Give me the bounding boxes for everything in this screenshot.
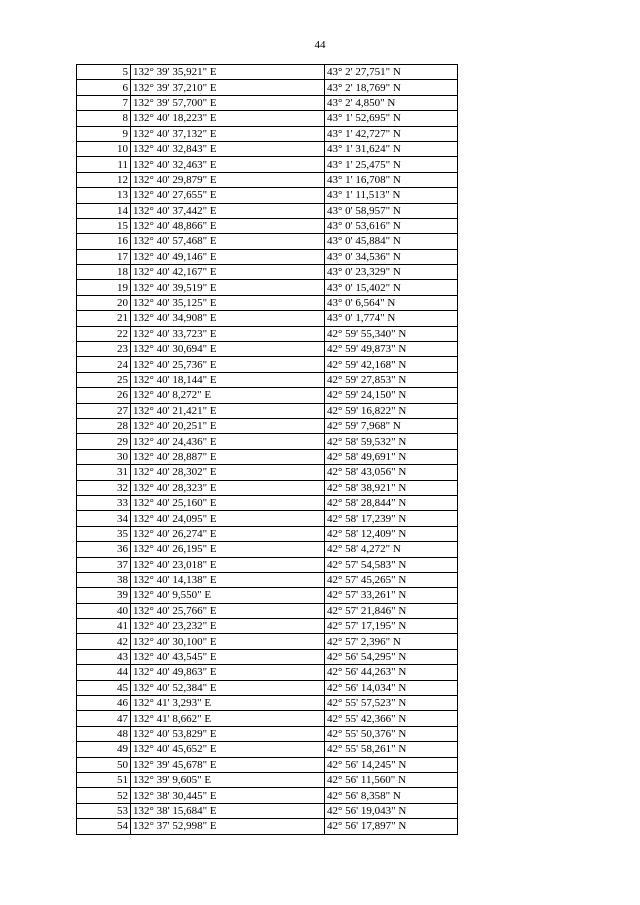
point-number-cell: 12: [77, 172, 131, 187]
point-number-cell: 50: [77, 757, 131, 772]
longitude-cell: 132° 41' 3,293" E: [131, 696, 325, 711]
table-row: [77, 203, 458, 218]
point-number-cell: 17: [77, 249, 131, 264]
table-row: [77, 819, 458, 834]
longitude-cell: 132° 40' 25,766" E: [131, 603, 325, 618]
latitude-cell: 42° 59' 24,150" N: [325, 388, 458, 403]
latitude-cell: 42° 58' 38,921" N: [325, 480, 458, 495]
table-row: [77, 403, 458, 418]
table-row: [77, 449, 458, 464]
point-number-cell: 5: [77, 65, 131, 80]
point-number-cell: 13: [77, 188, 131, 203]
latitude-cell: 43° 0' 23,329" N: [325, 265, 458, 280]
longitude-cell: 132° 39' 35,921" E: [131, 65, 325, 80]
table-row: [77, 711, 458, 726]
table-row: [77, 388, 458, 403]
longitude-cell: 132° 40' 18,144" E: [131, 372, 325, 387]
point-number-cell: 28: [77, 418, 131, 433]
latitude-cell: 43° 1' 52,695" N: [325, 111, 458, 126]
point-number-cell: 19: [77, 280, 131, 295]
point-number-cell: 11: [77, 157, 131, 172]
longitude-cell: 132° 40' 39,519" E: [131, 280, 325, 295]
longitude-cell: 132° 41' 8,662" E: [131, 711, 325, 726]
table-row: [77, 634, 458, 649]
latitude-cell: 42° 56' 8,358" N: [325, 788, 458, 803]
table-row: [77, 803, 458, 818]
table-row: [77, 434, 458, 449]
longitude-cell: 132° 40' 48,866" E: [131, 218, 325, 233]
point-number-cell: 7: [77, 95, 131, 110]
longitude-cell: 132° 40' 30,694" E: [131, 342, 325, 357]
table-row: [77, 234, 458, 249]
longitude-cell: 132° 38' 30,445" E: [131, 788, 325, 803]
point-number-cell: 30: [77, 449, 131, 464]
longitude-cell: 132° 40' 30,100" E: [131, 634, 325, 649]
point-number-cell: 35: [77, 526, 131, 541]
point-number-cell: 39: [77, 588, 131, 603]
point-number-cell: 9: [77, 126, 131, 141]
point-number-cell: 36: [77, 542, 131, 557]
latitude-cell: 43° 0' 34,536" N: [325, 249, 458, 264]
point-number-cell: 46: [77, 696, 131, 711]
point-number-cell: 32: [77, 480, 131, 495]
point-number-cell: 49: [77, 742, 131, 757]
point-number-cell: 21: [77, 311, 131, 326]
latitude-cell: 42° 55' 42,366" N: [325, 711, 458, 726]
point-number-cell: 10: [77, 141, 131, 156]
point-number-cell: 42: [77, 634, 131, 649]
table-row: [77, 65, 458, 80]
point-number-cell: 53: [77, 803, 131, 818]
latitude-cell: 43° 1' 31,624" N: [325, 141, 458, 156]
table-row: [77, 480, 458, 495]
longitude-cell: 132° 40' 52,384" E: [131, 680, 325, 695]
point-number-cell: 25: [77, 372, 131, 387]
point-number-cell: 44: [77, 665, 131, 680]
latitude-cell: 42° 58' 4,272" N: [325, 542, 458, 557]
longitude-cell: 132° 40' 35,125" E: [131, 295, 325, 310]
longitude-cell: 132° 40' 32,463" E: [131, 157, 325, 172]
table-row: [77, 80, 458, 95]
latitude-cell: 42° 57' 2,396" N: [325, 634, 458, 649]
longitude-cell: 132° 40' 23,232" E: [131, 619, 325, 634]
longitude-cell: 132° 40' 24,436" E: [131, 434, 325, 449]
point-number-cell: 40: [77, 603, 131, 618]
longitude-cell: 132° 40' 28,323" E: [131, 480, 325, 495]
point-number-cell: 54: [77, 819, 131, 834]
table-row: [77, 157, 458, 172]
latitude-cell: 42° 59' 49,873" N: [325, 342, 458, 357]
point-number-cell: 8: [77, 111, 131, 126]
longitude-cell: 132° 40' 42,167" E: [131, 265, 325, 280]
latitude-cell: 42° 56' 14,034" N: [325, 680, 458, 695]
point-number-cell: 31: [77, 465, 131, 480]
table-row: [77, 249, 458, 264]
table-row: [77, 588, 458, 603]
longitude-cell: 132° 40' 28,887" E: [131, 449, 325, 464]
latitude-cell: 43° 0' 1,774" N: [325, 311, 458, 326]
table-row: [77, 526, 458, 541]
longitude-cell: 132° 40' 28,302" E: [131, 465, 325, 480]
point-number-cell: 20: [77, 295, 131, 310]
point-number-cell: 37: [77, 557, 131, 572]
latitude-cell: 42° 56' 17,897" N: [325, 819, 458, 834]
point-number-cell: 43: [77, 649, 131, 664]
longitude-cell: 132° 38' 15,684" E: [131, 803, 325, 818]
table-row: [77, 326, 458, 341]
page-number: 44: [314, 39, 326, 51]
table-row: [77, 665, 458, 680]
latitude-cell: 43° 0' 15,402" N: [325, 280, 458, 295]
point-number-cell: 24: [77, 357, 131, 372]
point-number-cell: 23: [77, 342, 131, 357]
longitude-cell: 132° 40' 18,223" E: [131, 111, 325, 126]
table-row: [77, 218, 458, 233]
table-row: [77, 418, 458, 433]
table-row: [77, 680, 458, 695]
table-row: [77, 265, 458, 280]
longitude-cell: 132° 40' 53,829" E: [131, 726, 325, 741]
table-row: [77, 111, 458, 126]
point-number-cell: 18: [77, 265, 131, 280]
longitude-cell: 132° 40' 25,736" E: [131, 357, 325, 372]
point-number-cell: 14: [77, 203, 131, 218]
latitude-cell: 43° 0' 58,957" N: [325, 203, 458, 218]
longitude-cell: 132° 39' 37,210" E: [131, 80, 325, 95]
point-number-cell: 48: [77, 726, 131, 741]
table-row: [77, 295, 458, 310]
table-row: [77, 126, 458, 141]
point-number-cell: 26: [77, 388, 131, 403]
coordinates-table: [76, 64, 458, 835]
table-row: [77, 357, 458, 372]
latitude-cell: 42° 58' 17,239" N: [325, 511, 458, 526]
latitude-cell: 42° 56' 44,263" N: [325, 665, 458, 680]
latitude-cell: 42° 59' 42,168" N: [325, 357, 458, 372]
latitude-cell: 43° 0' 6,564" N: [325, 295, 458, 310]
longitude-cell: 132° 39' 57,700" E: [131, 95, 325, 110]
latitude-cell: 42° 59' 7,968" N: [325, 418, 458, 433]
latitude-cell: 43° 1' 25,475" N: [325, 157, 458, 172]
point-number-cell: 47: [77, 711, 131, 726]
longitude-cell: 132° 40' 49,863" E: [131, 665, 325, 680]
point-number-cell: 15: [77, 218, 131, 233]
point-number-cell: 41: [77, 619, 131, 634]
latitude-cell: 43° 0' 45,884" N: [325, 234, 458, 249]
table-row: [77, 95, 458, 110]
latitude-cell: 42° 57' 54,583" N: [325, 557, 458, 572]
longitude-cell: 132° 40' 25,160" E: [131, 495, 325, 510]
table-row: [77, 696, 458, 711]
table-row: [77, 649, 458, 664]
longitude-cell: 132° 40' 24,095" E: [131, 511, 325, 526]
latitude-cell: 42° 57' 33,261" N: [325, 588, 458, 603]
table-row: [77, 757, 458, 772]
latitude-cell: 43° 2' 4,850" N: [325, 95, 458, 110]
table-row: [77, 542, 458, 557]
latitude-cell: 42° 56' 11,560" N: [325, 772, 458, 787]
table-row: [77, 572, 458, 587]
latitude-cell: 42° 58' 43,056" N: [325, 465, 458, 480]
longitude-cell: 132° 40' 26,195" E: [131, 542, 325, 557]
table-row: [77, 511, 458, 526]
coordinates-table-body: [77, 65, 458, 835]
table-row: [77, 742, 458, 757]
latitude-cell: 42° 59' 16,822" N: [325, 403, 458, 418]
point-number-cell: 51: [77, 772, 131, 787]
latitude-cell: 42° 58' 12,409" N: [325, 526, 458, 541]
longitude-cell: 132° 40' 43,545" E: [131, 649, 325, 664]
table-row: [77, 172, 458, 187]
table-row: [77, 726, 458, 741]
point-number-cell: 16: [77, 234, 131, 249]
point-number-cell: 27: [77, 403, 131, 418]
latitude-cell: 42° 58' 59,532" N: [325, 434, 458, 449]
latitude-cell: 43° 0' 53,616" N: [325, 218, 458, 233]
latitude-cell: 42° 58' 28,844" N: [325, 495, 458, 510]
table-row: [77, 372, 458, 387]
latitude-cell: 43° 2' 18,769" N: [325, 80, 458, 95]
latitude-cell: 42° 59' 55,340" N: [325, 326, 458, 341]
longitude-cell: 132° 40' 26,274" E: [131, 526, 325, 541]
longitude-cell: 132° 37' 52,998" E: [131, 819, 325, 834]
latitude-cell: 42° 56' 19,043" N: [325, 803, 458, 818]
longitude-cell: 132° 40' 37,442" E: [131, 203, 325, 218]
longitude-cell: 132° 40' 45,652" E: [131, 742, 325, 757]
table-row: [77, 465, 458, 480]
latitude-cell: 42° 58' 49,691" N: [325, 449, 458, 464]
latitude-cell: 42° 57' 17,195" N: [325, 619, 458, 634]
latitude-cell: 42° 57' 45,265" N: [325, 572, 458, 587]
table-row: [77, 772, 458, 787]
longitude-cell: 132° 40' 8,272" E: [131, 388, 325, 403]
longitude-cell: 132° 40' 9,550" E: [131, 588, 325, 603]
latitude-cell: 42° 55' 50,376" N: [325, 726, 458, 741]
point-number-cell: 29: [77, 434, 131, 449]
point-number-cell: 34: [77, 511, 131, 526]
longitude-cell: 132° 40' 21,421" E: [131, 403, 325, 418]
point-number-cell: 33: [77, 495, 131, 510]
point-number-cell: 52: [77, 788, 131, 803]
table-row: [77, 495, 458, 510]
point-number-cell: 22: [77, 326, 131, 341]
table-row: [77, 188, 458, 203]
longitude-cell: 132° 40' 37,132" E: [131, 126, 325, 141]
point-number-cell: 38: [77, 572, 131, 587]
latitude-cell: 42° 56' 14,245" N: [325, 757, 458, 772]
latitude-cell: 42° 56' 54,295" N: [325, 649, 458, 664]
longitude-cell: 132° 40' 27,655" E: [131, 188, 325, 203]
longitude-cell: 132° 40' 57,468" E: [131, 234, 325, 249]
latitude-cell: 42° 55' 57,523" N: [325, 696, 458, 711]
longitude-cell: 132° 40' 49,146" E: [131, 249, 325, 264]
latitude-cell: 42° 57' 21,846" N: [325, 603, 458, 618]
longitude-cell: 132° 40' 14,138" E: [131, 572, 325, 587]
longitude-cell: 132° 39' 9,605" E: [131, 772, 325, 787]
latitude-cell: 43° 1' 16,708" N: [325, 172, 458, 187]
table-row: [77, 603, 458, 618]
longitude-cell: 132° 40' 23,018" E: [131, 557, 325, 572]
longitude-cell: 132° 40' 32,843" E: [131, 141, 325, 156]
table-row: [77, 619, 458, 634]
latitude-cell: 42° 55' 58,261" N: [325, 742, 458, 757]
latitude-cell: 43° 1' 42,727" N: [325, 126, 458, 141]
longitude-cell: 132° 39' 45,678" E: [131, 757, 325, 772]
latitude-cell: 42° 59' 27,853" N: [325, 372, 458, 387]
longitude-cell: 132° 40' 34,908" E: [131, 311, 325, 326]
table-row: [77, 557, 458, 572]
point-number-cell: 45: [77, 680, 131, 695]
table-row: [77, 788, 458, 803]
longitude-cell: 132° 40' 20,251" E: [131, 418, 325, 433]
longitude-cell: 132° 40' 29,879" E: [131, 172, 325, 187]
table-row: [77, 342, 458, 357]
latitude-cell: 43° 2' 27,751" N: [325, 65, 458, 80]
table-row: [77, 141, 458, 156]
latitude-cell: 43° 1' 11,513" N: [325, 188, 458, 203]
longitude-cell: 132° 40' 33,723" E: [131, 326, 325, 341]
table-row: [77, 311, 458, 326]
point-number-cell: 6: [77, 80, 131, 95]
table-row: [77, 280, 458, 295]
